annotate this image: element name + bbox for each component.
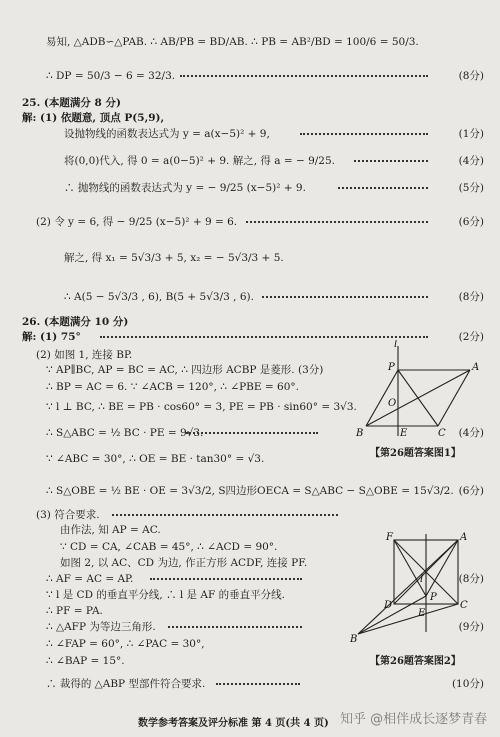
score-label: (6分) bbox=[458, 485, 484, 497]
fig1-label-o: O bbox=[388, 398, 397, 409]
answer-line-text: (2) 如图 1, 连接 BP. bbox=[36, 349, 133, 361]
answer-line-text: ∵ l ⊥ BC, ∴ BE = PB · cos60° = 3, PE = PB · sin60° = 3√3. bbox=[46, 401, 357, 413]
answer-line-text: 如图 2, 以 AC、CD 为边, 作正方形 ACDF, 连接 PF. bbox=[60, 557, 308, 569]
fig2-label-e: E bbox=[418, 608, 426, 619]
answer-line-text: ∴ S△OBE = ½ BE · OE = 3√3/2, S四边形OECA = S△ABC − S△OBE = 15√3/2. bbox=[46, 485, 454, 497]
figure-2-caption: 【第26题答案图2】 bbox=[370, 656, 461, 667]
answer-line-text: ∴ △AFP 为等边三角形. bbox=[46, 621, 156, 633]
fig1-label-e: E bbox=[400, 428, 408, 439]
answer-line-text: ∴ PF = PA. bbox=[46, 605, 103, 617]
leader-dots bbox=[168, 626, 302, 628]
answer-line-text: (2) 令 y = 6, 得 − 9/25 (x−5)² + 9 = 6. bbox=[36, 216, 238, 228]
leader-dots bbox=[150, 578, 302, 580]
leader-dots bbox=[338, 187, 428, 189]
answer-line-text: (3) 符合要求. bbox=[36, 509, 100, 521]
score-label: (9分) bbox=[458, 621, 484, 633]
score-label: (8分) bbox=[458, 70, 484, 82]
answer-line-text: 由作法, 知 AP = AC. bbox=[60, 524, 161, 536]
answer-line-text: ∴ BP = AC = 6. ∵ ∠ACB = 120°, ∴ ∠PBE = 60°. bbox=[46, 381, 299, 393]
figure-1-caption: 【第26题答案图1】 bbox=[370, 448, 461, 459]
answer-line-text: ∵ l 是 CD 的垂直平分线, ∴ l 是 AF 的垂直平分线. bbox=[46, 589, 285, 601]
fig2-label-d: D bbox=[384, 600, 393, 611]
answer-line-text: 设抛物线的函数表达式为 y = a(x−5)² + 9, bbox=[64, 128, 270, 140]
figure-1-diagram bbox=[352, 340, 482, 440]
answer-line-text: ∵ ∠ABC = 30°, ∴ OE = BE · tan30° = √3. bbox=[46, 453, 265, 465]
fig1-label-l: l bbox=[394, 340, 398, 350]
score-label: (10分) bbox=[451, 678, 484, 690]
answer-line-text: ∴ A(5 − 5√3/3 , 6), B(5 + 5√3/3 , 6). bbox=[64, 291, 254, 303]
leader-dots bbox=[246, 221, 428, 223]
score-label: (1分) bbox=[458, 128, 484, 140]
answer-line-text: ∴ S△ABC = ½ BC · PE = 9√3. bbox=[46, 427, 204, 439]
fig2-label-a: A bbox=[460, 532, 468, 543]
answer-line-text: 解之, 得 x₁ = 5√3/3 + 5, x₂ = − 5√3/3 + 5. bbox=[64, 252, 284, 264]
answer-line-text: ∴ ∠FAP = 60°, ∴ ∠PAC = 30°, bbox=[46, 638, 205, 650]
answer-line-text: ∵ AP∥BC, AP = BC = AC, ∴ 四边形 ACBP 是菱形. (3分) bbox=[46, 364, 324, 376]
answer-line-text: 25. (本题满分 8 分) bbox=[22, 97, 121, 109]
answer-line-text: ∴ DP = 50/3 − 6 = 32/3. bbox=[46, 70, 176, 82]
leader-dots bbox=[180, 75, 428, 77]
leader-dots bbox=[216, 683, 300, 685]
fig1-label-p: P bbox=[388, 362, 395, 373]
score-label: (8分) bbox=[458, 573, 484, 585]
fig2-label-p: P bbox=[430, 592, 437, 603]
fig2-label-b: B bbox=[350, 634, 358, 644]
answer-line-text: ∴ AF = AC = AP. bbox=[46, 573, 134, 585]
fig2-label-c: C bbox=[460, 600, 468, 611]
leader-dots bbox=[262, 296, 428, 298]
score-label: (4分) bbox=[458, 155, 484, 167]
watermark: 知乎 @相伴成长逐梦青春 bbox=[340, 712, 488, 727]
fig2-label-f: F bbox=[386, 532, 393, 543]
leader-dots bbox=[112, 514, 338, 516]
fig2-label-l: l bbox=[420, 574, 424, 585]
answer-line-text: 26. (本题满分 10 分) bbox=[22, 316, 129, 328]
score-label: (4分) bbox=[458, 427, 484, 439]
page-footer: 数学参考答案及评分标准 第 4 页(共 4 页) bbox=[138, 718, 329, 729]
segment-bc bbox=[358, 604, 458, 634]
answer-line-text: 易知, △ADB∽△PAB. ∴ AB/PB = BD/AB. ∴ PB = AB²/BD = 100/6 = 50/3. bbox=[46, 36, 419, 48]
answer-line-text: ∴ 裁得的 △ABP 型部件符合要求. bbox=[46, 678, 206, 690]
leader-dots bbox=[100, 336, 428, 338]
answer-line-text: ∵ CD = CA, ∠CAB = 45°, ∴ ∠ACD = 90°. bbox=[60, 541, 278, 553]
leader-dots bbox=[186, 432, 318, 434]
answer-line-text: ∴ 抛物线的函数表达式为 y = − 9/25 (x−5)² + 9. bbox=[64, 182, 306, 194]
fig1-label-b: B bbox=[356, 428, 364, 439]
segment-pc bbox=[398, 370, 438, 426]
leader-dots bbox=[354, 160, 428, 162]
score-label: (8分) bbox=[458, 291, 484, 303]
answer-line-text: 解: (1) 依题意, 顶点 P(5,9), bbox=[22, 112, 165, 124]
leader-dots bbox=[300, 133, 428, 135]
answer-line-text: ∴ ∠BAP = 15°. bbox=[46, 655, 125, 667]
fig1-label-a: A bbox=[472, 362, 480, 373]
figure-2-diagram bbox=[350, 528, 480, 644]
answer-line-text: 将(0,0)代入, 得 0 = a(0−5)² + 9. 解之, 得 a = − 9/25. bbox=[64, 155, 336, 167]
answer-line-text: 解: (1) 75° bbox=[22, 331, 81, 343]
fig1-label-c: C bbox=[438, 428, 446, 439]
score-label: (5分) bbox=[458, 182, 484, 194]
score-label: (6分) bbox=[458, 216, 484, 228]
score-label: (2分) bbox=[458, 331, 484, 343]
